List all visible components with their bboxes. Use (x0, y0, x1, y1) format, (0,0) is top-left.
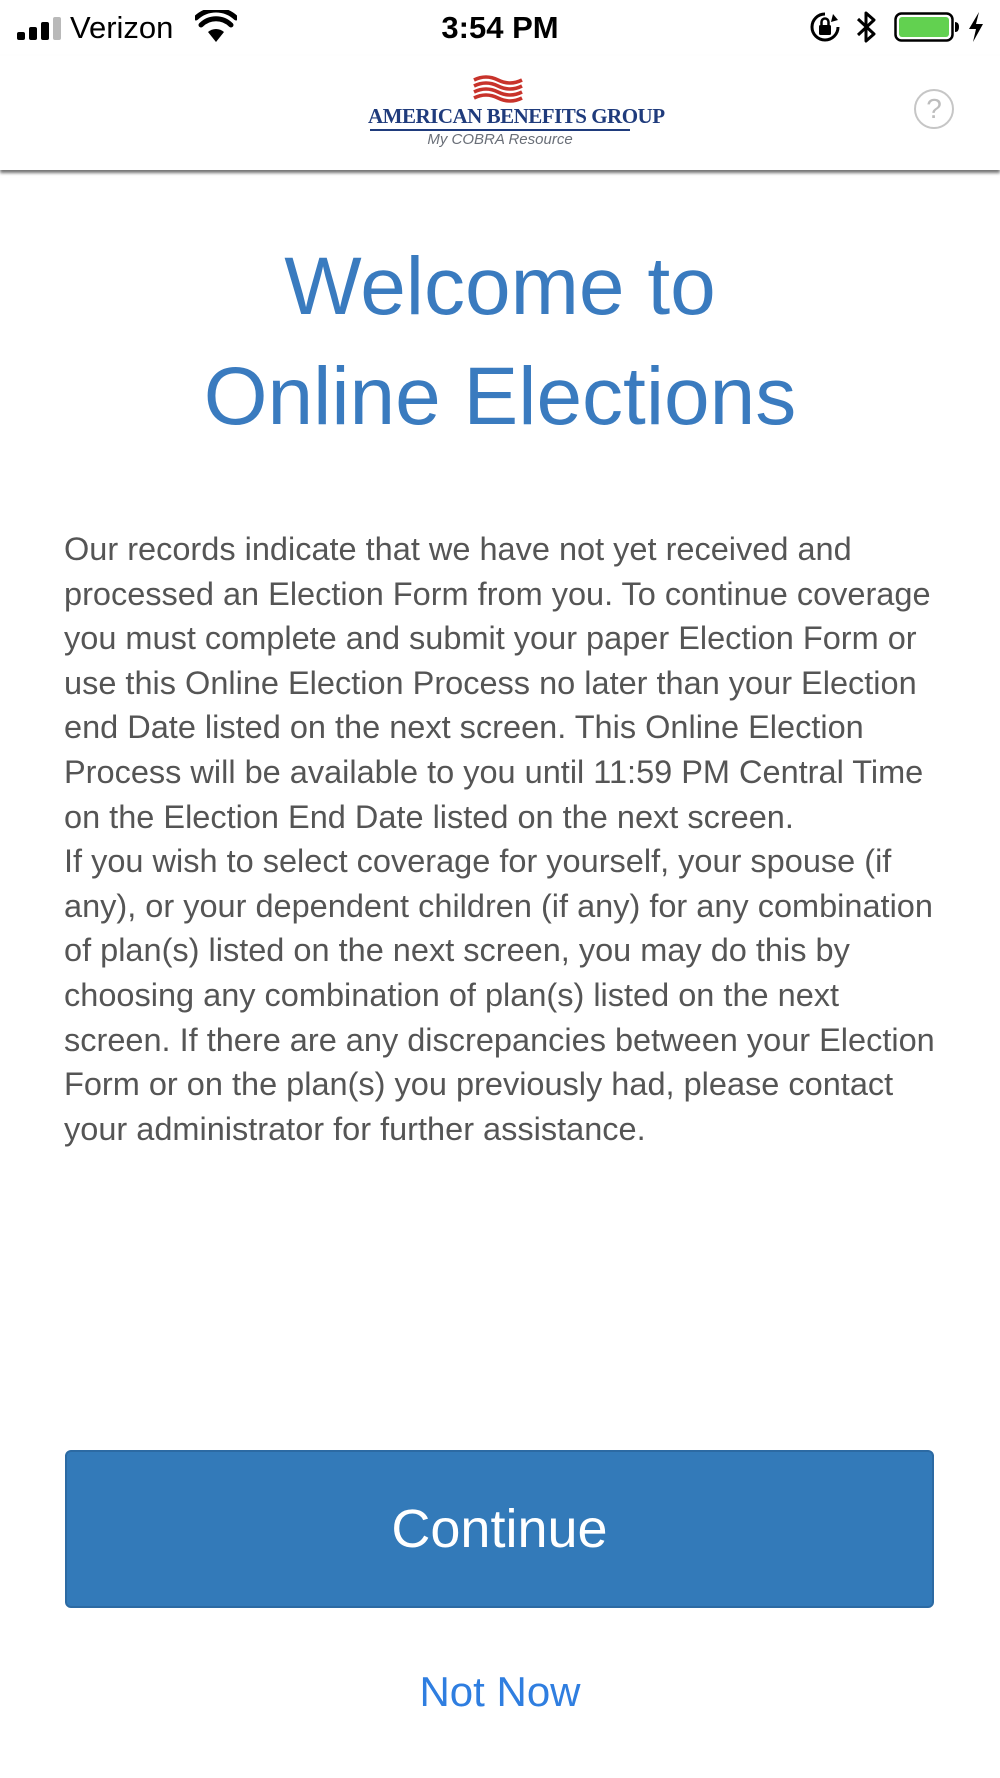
title-line-2: Online Elections (203, 351, 797, 442)
flag-icon (470, 74, 526, 104)
title-line-1: Welcome to (284, 241, 716, 332)
not-now-link[interactable]: Not Now (419, 1668, 581, 1715)
battery-icon (894, 12, 960, 42)
american-benefits-group-logo (368, 74, 665, 152)
continue-button[interactable]: Continue (65, 1450, 934, 1608)
status-time: 3:54 PM (441, 10, 559, 45)
instructions-paragraph-2: If you wish to select coverage for yourself, your spouse (if any), or your dependent children (if any) for any combination of plan(s) listed on the next screen, you may do this by choosing any combination of plan(s) listed on the next screen. If there are any discrepancies between your Election Form or on the plan(s) you previously had, please contact your administrator for further assistance. (64, 843, 935, 1147)
page-title (0, 232, 1000, 452)
instructions-paragraph-1: Our records indicate that we have not yet received and processed an Election Form from you. To continue coverage you must complete and submit your paper Election Form or use this Online Election Process no later than your Election end Date listed on the next screen. This Online Election Process will be available to you until 11:59 PM Central Time on the Election End Date listed on the next screen. (64, 531, 931, 835)
rotation-lock-icon (809, 11, 841, 43)
logo-name: AMERICAN BENEFITS GROUP (368, 104, 665, 128)
carrier-name: Verizon (70, 10, 174, 45)
charging-bolt-icon (966, 11, 986, 43)
logo-tagline: My COBRA Resource (427, 131, 573, 148)
nav-header (0, 56, 1000, 170)
instructions-text (64, 527, 944, 1151)
status-bar (0, 0, 1000, 56)
bluetooth-icon (856, 10, 878, 44)
help-button[interactable]: ? (914, 89, 954, 129)
